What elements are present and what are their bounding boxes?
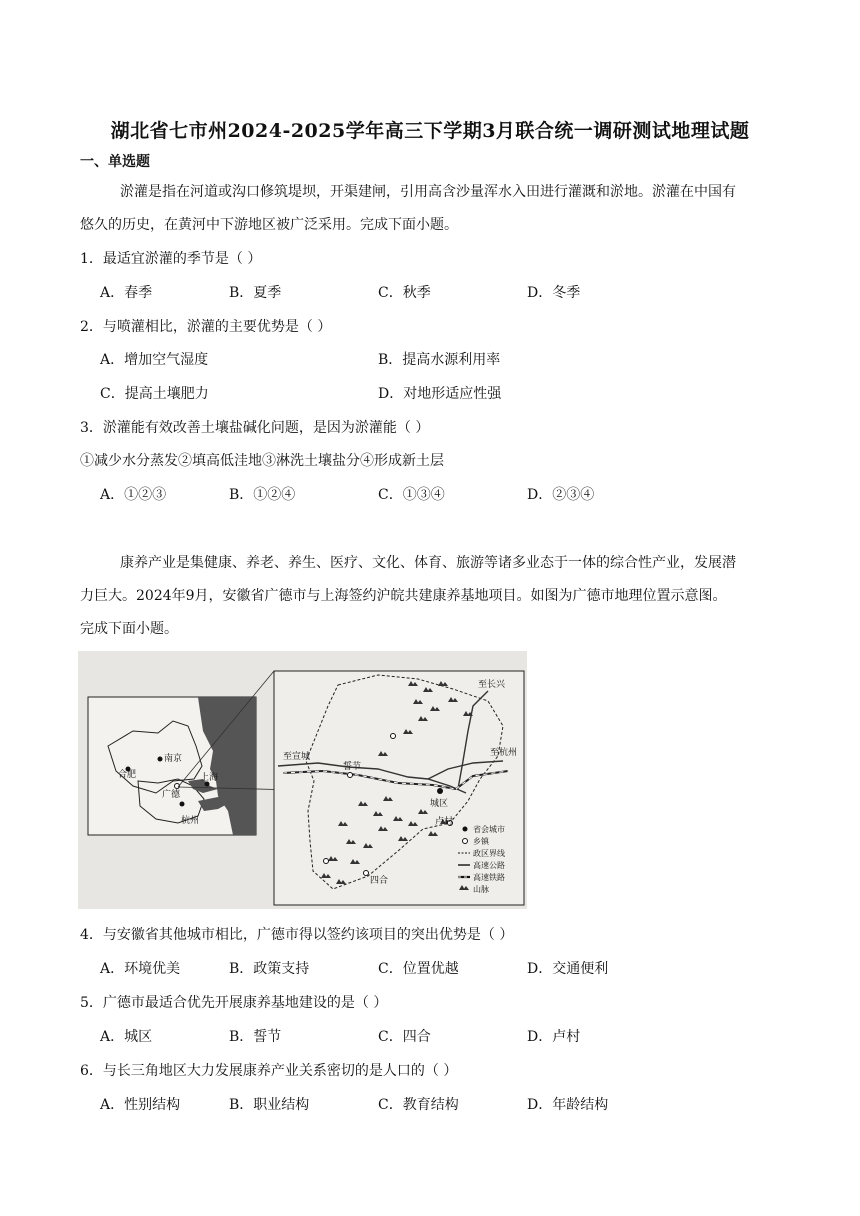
q3-option-b: B．①②④	[229, 487, 296, 503]
passage1-line1: 淤灌是指在河道或沟口修筑堤坝，开渠建闸，引用高含沙量浑水入田进行灌溉和淤地。淤灌在中国有	[120, 184, 736, 200]
q1-option-d: D．冬季	[527, 285, 581, 301]
passage2-line2: 力巨大。2024年9月，安徽省广德市与上海签约沪皖共建康养基地项目。如图为广德市地理位置示意图。	[80, 588, 727, 604]
legend-mountain: 山脉	[473, 885, 489, 894]
legend-provincial-capital: 省会城市	[473, 825, 505, 834]
legend-town: 乡镇	[473, 837, 489, 846]
inset-map	[88, 697, 256, 835]
map-label-nanjing: 南京	[164, 753, 183, 763]
section-heading: 一、单选题	[80, 154, 150, 170]
q4-option-c: C．位置优越	[378, 961, 459, 977]
legend-highway: 高速公路	[473, 861, 505, 870]
question-1-stem: 1．最适宜淤灌的季节是（ ）	[80, 251, 262, 267]
q4-option-a: A．环境优美	[100, 961, 181, 977]
q6-option-b: B．职业结构	[229, 1097, 310, 1113]
question-6-stem: 6．与长三角地区大力发展康养产业关系密切的是人口的（ ）	[80, 1063, 458, 1079]
question-3-items: ①减少水分蒸发②填高低洼地③淋洗土壤盐分④形成新土层	[80, 453, 444, 469]
q2-option-b: B．提高水源利用率	[378, 352, 501, 368]
q6-option-d: D．年龄结构	[527, 1097, 609, 1113]
legend-boundary: 政区界线	[473, 849, 505, 858]
q2-option-d: D．对地形适应性强	[378, 386, 502, 402]
map-label-hefei: 合肥	[118, 769, 137, 779]
q1-option-b: B．夏季	[229, 285, 282, 301]
q3-option-c: C．①③④	[378, 487, 445, 503]
question-5-stem: 5．广德市最适合优先开展康养基地建设的是（ ）	[80, 995, 388, 1011]
passage2-line1: 康养产业是集健康、养老、养生、医疗、文化、体育、旅游等诸多业态于一体的综合性产业，发展潜	[120, 555, 736, 571]
q3-option-a: A．①②③	[100, 487, 167, 503]
detail-map	[274, 671, 524, 905]
q4-option-b: B．政策支持	[229, 961, 310, 977]
q5-option-b: B．誓节	[229, 1029, 282, 1045]
q6-option-c: C．教育结构	[378, 1097, 459, 1113]
legend-railway: 高速铁路	[473, 873, 505, 882]
question-2-stem: 2．与喷灌相比，淤灌的主要优势是（ ）	[80, 319, 332, 335]
map-label-sihe: 四合	[370, 875, 389, 885]
q4-option-d: D．交通便利	[527, 961, 609, 977]
passage1-line2: 悠久的历史，在黄河中下游地区被广泛采用。完成下面小题。	[80, 217, 458, 233]
map-label-lucun: 卢村	[435, 816, 454, 826]
q5-option-d: D．卢村	[527, 1029, 581, 1045]
map-label-hangzhou: 杭州	[181, 815, 200, 825]
q6-option-a: A．性别结构	[100, 1097, 181, 1113]
question-3-stem: 3．淤灌能有效改善土壤盐碱化问题，是因为淤灌能（ ）	[80, 420, 430, 436]
q3-option-d: D．②③④	[527, 487, 595, 503]
q1-option-c: C．秋季	[378, 285, 431, 301]
map-label-guangde: 广德	[162, 789, 181, 799]
map-label-to-xuancheng: 至宣城	[283, 751, 311, 761]
map-label-shanghai: 上海	[200, 772, 219, 782]
q5-option-c: C．四合	[378, 1029, 431, 1045]
map-label-to-changxing: 至长兴	[478, 679, 506, 689]
question-4-stem: 4．与安徽省其他城市相比，广德市得以签约该项目的突出优势是（ ）	[80, 927, 514, 943]
q2-option-c: C．提高土壤肥力	[100, 386, 209, 402]
map-label-shijie: 誓节	[343, 761, 362, 771]
passage2-line3: 完成下面小题。	[80, 621, 178, 637]
map-label-to-hangzhou: 至杭州	[490, 747, 518, 757]
q5-option-a: A．城区	[100, 1029, 153, 1045]
guangde-location-map	[78, 651, 527, 909]
map-label-chengqu: 城区	[430, 798, 449, 808]
q1-option-a: A．春季	[100, 285, 153, 301]
q2-option-a: A．增加空气湿度	[100, 352, 209, 368]
page-title: 湖北省七市州2024-2025学年高三下学期3月联合统一调研测试地理试题	[110, 120, 750, 142]
